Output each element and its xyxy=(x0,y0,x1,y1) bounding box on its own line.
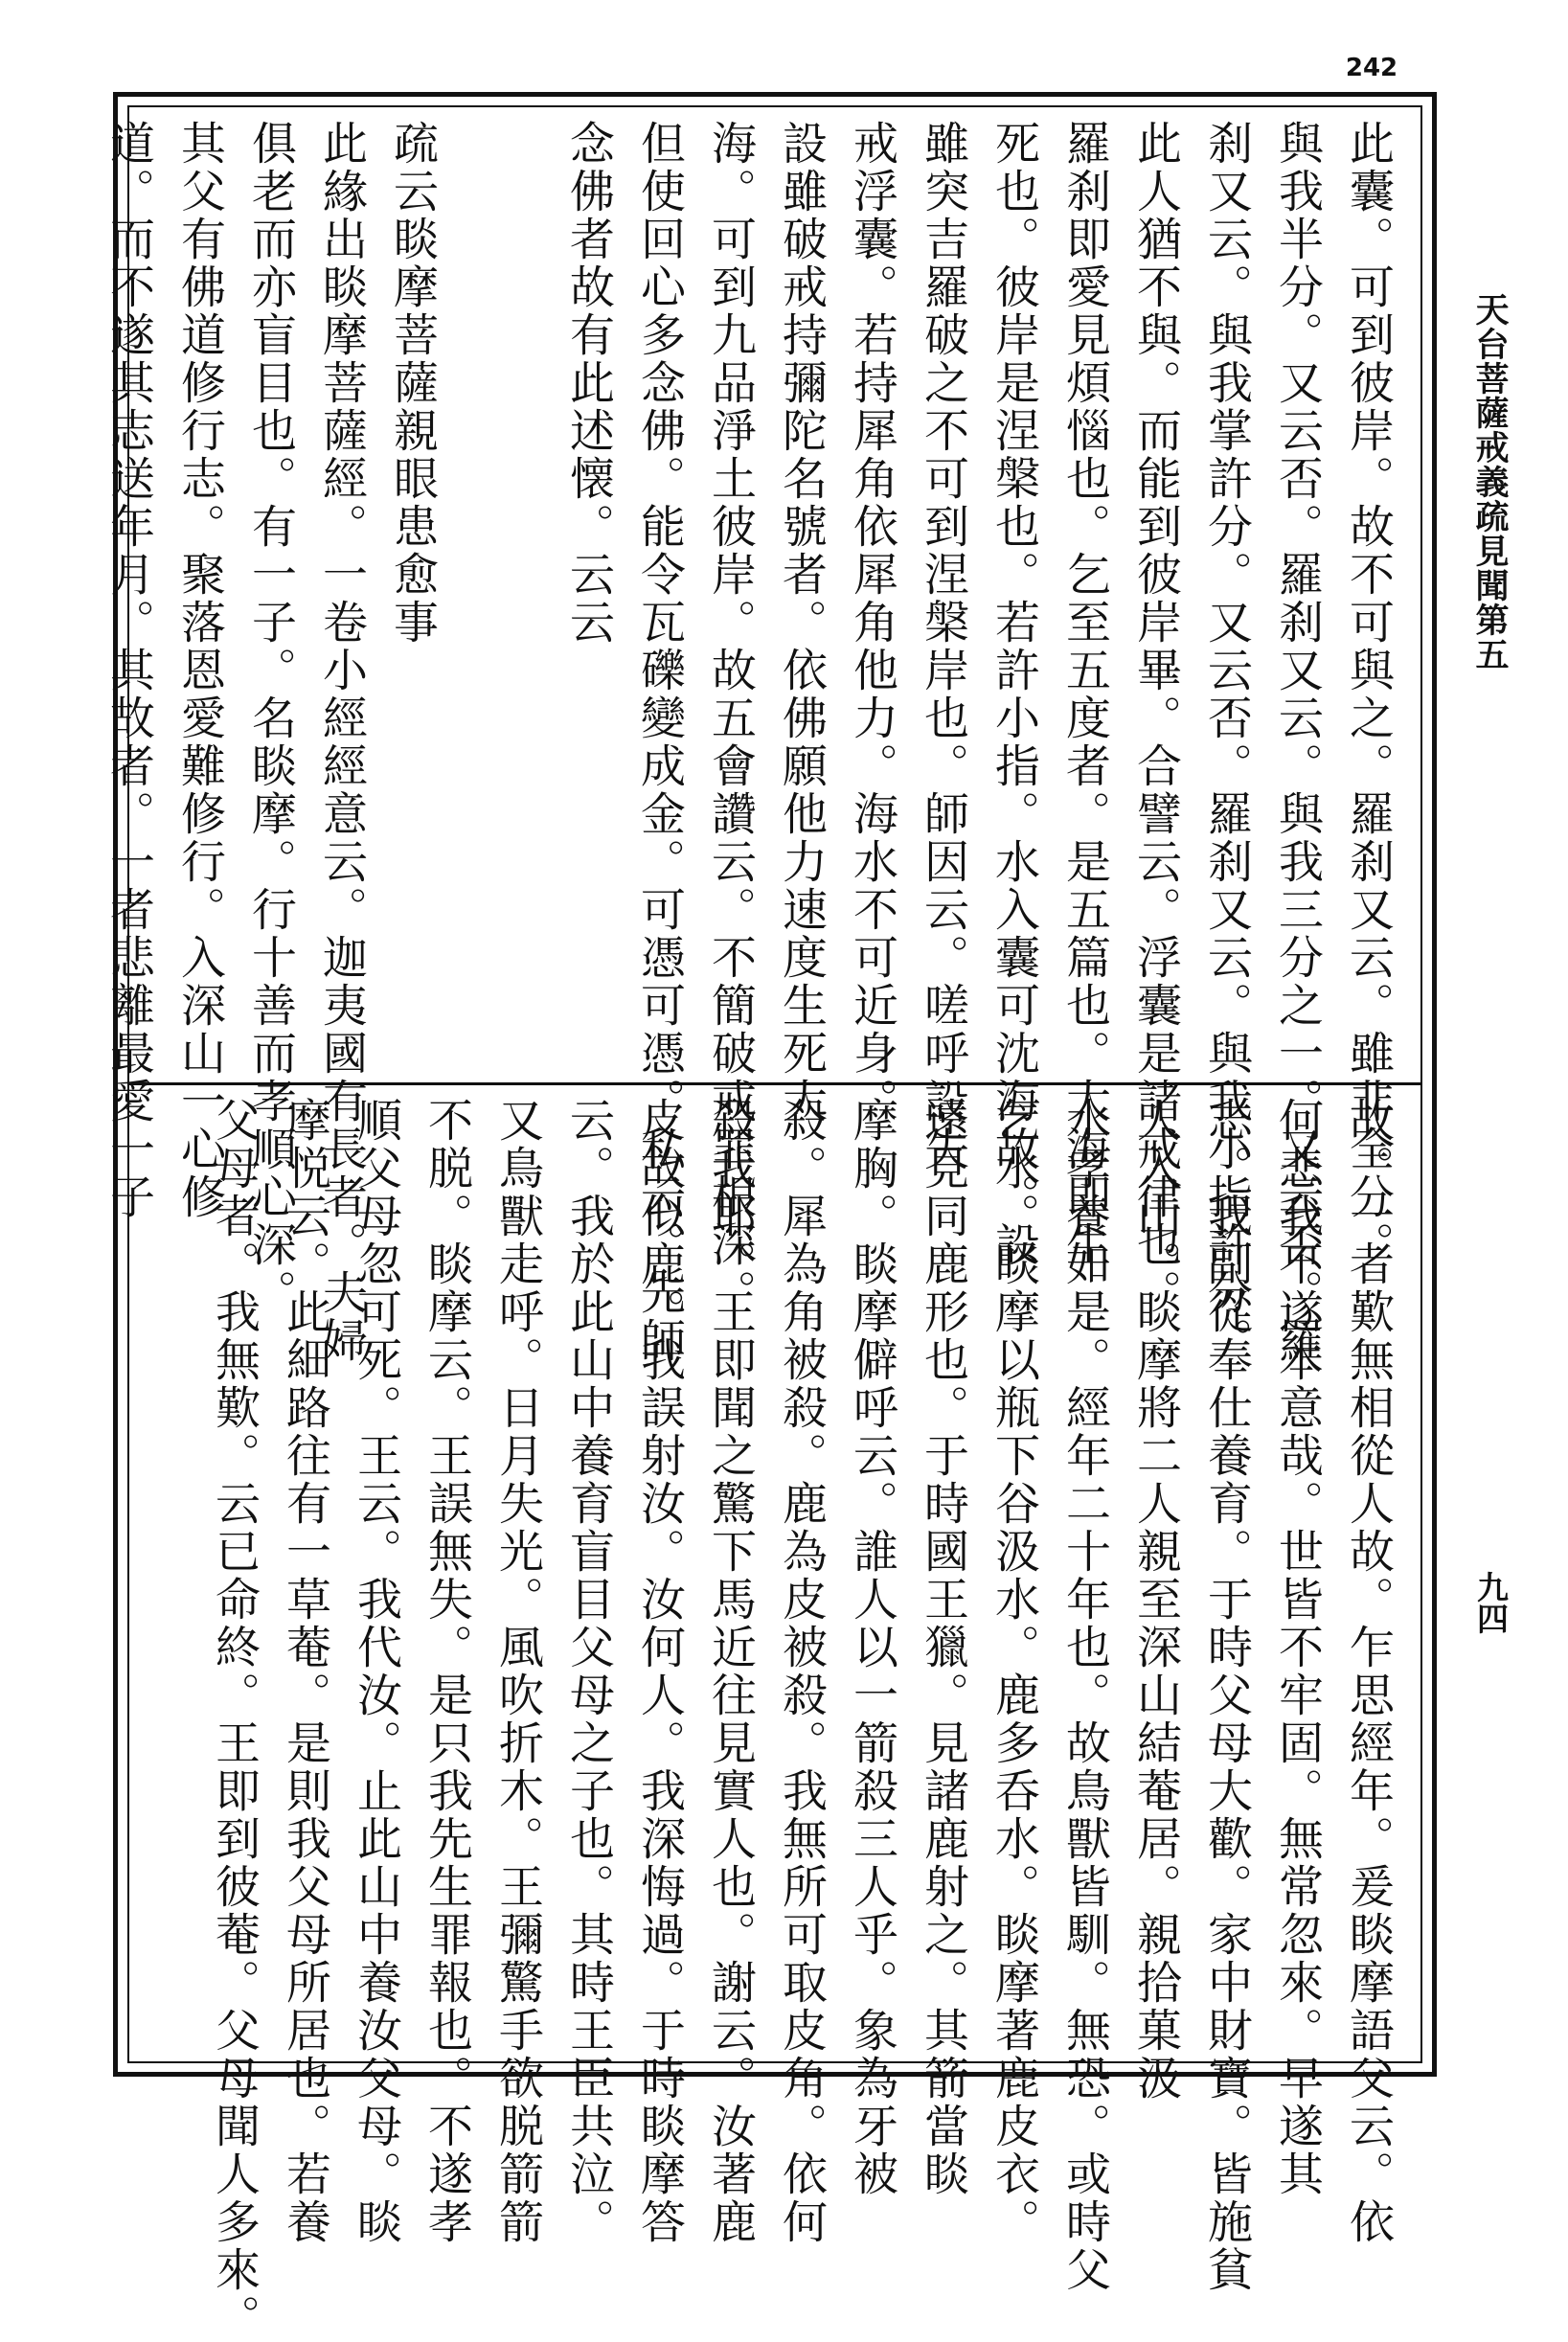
text-column: 何悲我不遂本意哉。世皆不牢固。無常忽來。早遂其 xyxy=(1271,1097,1324,2198)
text-column: 道。而不遂其志送年月。其故者。一者悲離最愛一子 xyxy=(102,120,155,1221)
text-column: 羅刹即愛見煩惱也。乞至五度者。是五篇也。大海即生 xyxy=(1058,120,1111,1269)
text-column: 戒浮囊。若持犀角依犀角他力。海水不可近身。 xyxy=(846,120,898,1126)
text-column: 摩胸。睒摩僻呼云。誰人以一箭殺三人乎。象為牙被 xyxy=(846,1097,898,2198)
text-column: 念佛者故有此述懐。云云 xyxy=(562,120,615,647)
text-column: 云。我於此山中養育盲目父母之子也。其時王臣共泣。 xyxy=(562,1097,615,2246)
text-column: 雖突吉羅破之不可到涅槃岸也。師因云。嗟呼設失 xyxy=(917,120,969,1173)
margin-title: 天台菩薩戒義疏見聞第五 xyxy=(1470,292,1510,671)
top-register xyxy=(102,120,1403,1365)
text-column: 此人猶不與。而能到彼岸畢。合譬云。浮囊是諸戒律也。 xyxy=(1129,120,1182,1317)
text-column: 其父有佛道修行志。聚落恩愛難修行。入深山一心修 xyxy=(173,120,226,1221)
text-column: 此緣出睒摩菩薩經。一卷小經經意云。迦夷國有長者。夫婦 xyxy=(315,120,368,1365)
text-column: 父母者。我無歎。云已命終。王即到彼菴。父母聞人多來。 xyxy=(208,1097,261,2342)
text-column: 俱老而亦盲目也。有一子。名睒摩。行十善而孝順心深。 xyxy=(244,120,297,1317)
text-column: 水孝養如是。經年二十年也。故鳥獸皆馴。無恐。或時父 xyxy=(1058,1097,1111,2294)
text-column: 又鳥獸走呼。日月失光。風吹折木。王彌驚手欲脱箭箭 xyxy=(491,1097,544,2246)
text-column: 人入山。睒摩將二人親至深山結菴居。親拾菓汲 xyxy=(1129,1097,1182,2103)
text-column: 摩悦云。此細路往有一草菴。是則我父母所居也。若養 xyxy=(279,1097,331,2246)
text-column: 故。一者歎無相從人故。乍思經年。爰睒摩語父云。依 xyxy=(1342,1097,1395,2246)
text-column: 志。我副從奉仕養育。于時父母大歡。家中財寶。皆施貧 xyxy=(1200,1097,1253,2294)
text-column: 殺我耶。王即聞之驚下馬近往見實人也。謝云。汝著鹿 xyxy=(704,1097,757,2246)
text-column: 海。可到九品淨土彼岸。故五會讚云。不簡破戒罪根深。 xyxy=(704,120,757,1317)
text-column: 不脱。睒摩云。王誤無失。是只我先生罪報也。不遂孝 xyxy=(420,1097,473,2246)
margin-folio: 九四 xyxy=(1472,1571,1510,1634)
text-column: 此囊。可到彼岸。故不可與之。羅刹又云。雖非全分。 xyxy=(1342,120,1395,1269)
bottom-register xyxy=(153,1097,1403,2342)
text-column: 設雖破戒持彌陀名號者。依佛願他力速度生死大 xyxy=(775,120,828,1126)
text-column: 死也。彼岸是涅槃也。若許小指。水入囊可沈海故。設 xyxy=(988,120,1040,1269)
text-column: 但使回心多念佛。能令瓦礫變成金。可憑可憑。私云。先師 xyxy=(633,120,686,1365)
text-column: 殺。犀為角被殺。鹿為皮被殺。我無所可取皮角。依何 xyxy=(775,1097,828,2246)
text-column: 刹又云。與我掌許分。又云否。羅刹又云。與我小指許分。 xyxy=(1200,120,1253,1365)
text-column: 順父母忽可死。王云。我代汝。止此山中養汝父母。睒 xyxy=(350,1097,402,2246)
text-column: 皮故似鹿。我誤射汝。汝何人。我深悔過。于時睒摩答 xyxy=(633,1097,686,2246)
page-number: 242 xyxy=(1345,54,1398,82)
text-column: 與我半分。又云否。羅刹又云。與我三分之一。又云否。羅 xyxy=(1271,120,1324,1365)
text-column: 遠見同鹿形也。于時國王獵。見諸鹿射之。其箭當睒 xyxy=(917,1097,969,2198)
text-column: 乞水。睒摩以瓶下谷汲水。鹿多呑水。睒摩著鹿皮衣。 xyxy=(988,1097,1040,2246)
section-heading: 疏云睒摩菩薩親眼患愈事 xyxy=(386,120,439,647)
